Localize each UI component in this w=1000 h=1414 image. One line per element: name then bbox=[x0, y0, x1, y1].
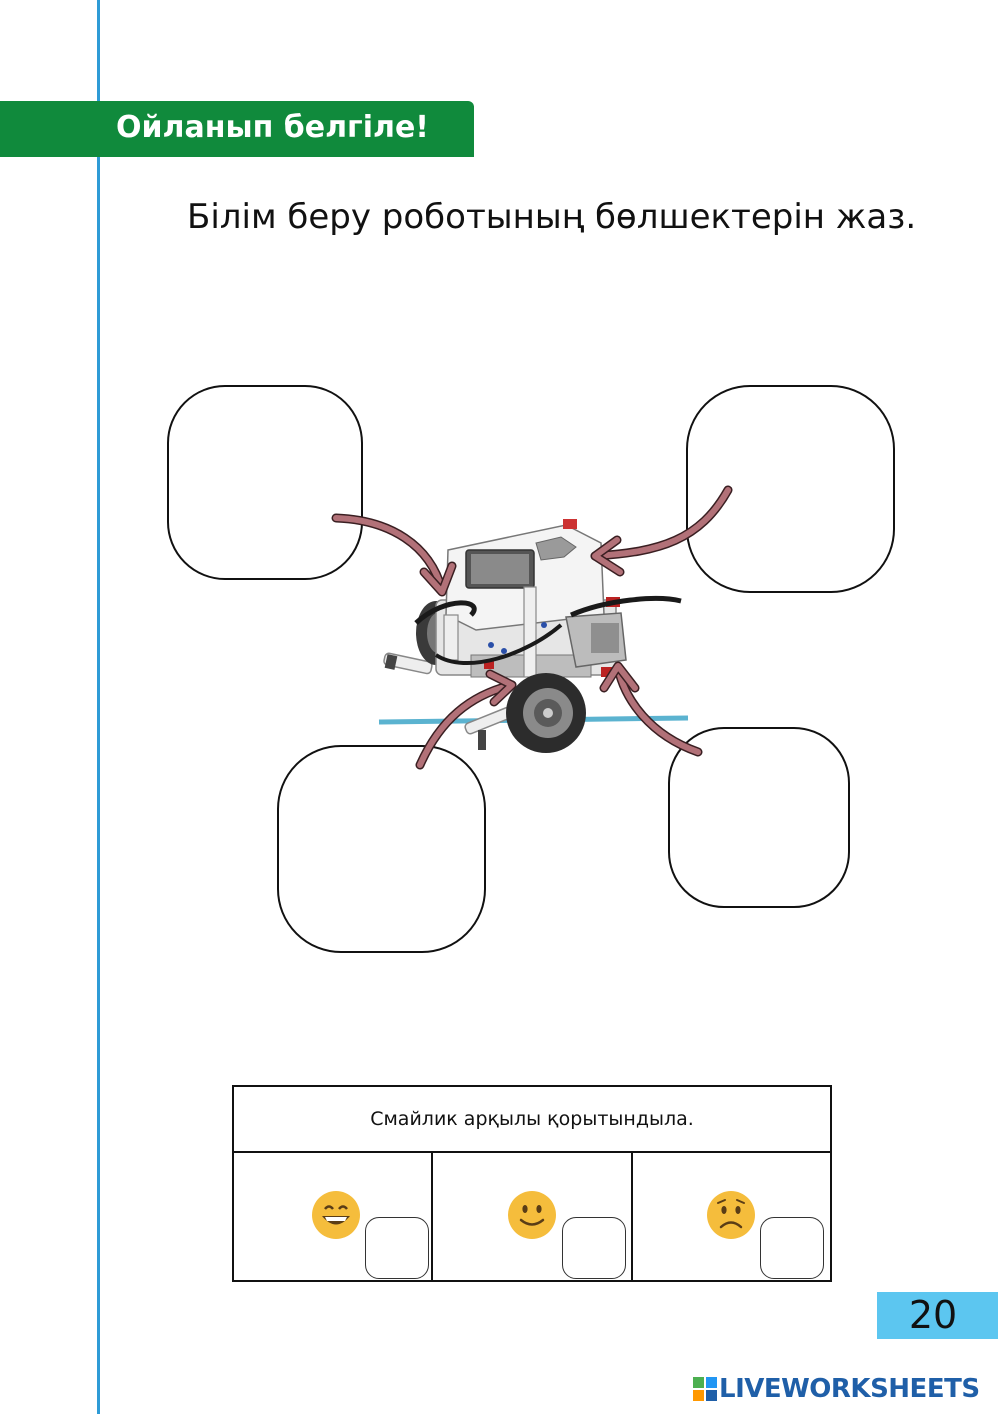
evaluation-header: Смайлик арқылы қорытындыла. bbox=[234, 1087, 830, 1153]
neutral-checkbox[interactable] bbox=[562, 1217, 626, 1279]
answer-box-top-right[interactable] bbox=[686, 385, 895, 593]
task-instruction: Білім беру роботының бөлшектерін жаз. bbox=[187, 197, 917, 237]
brand-footer bbox=[693, 1373, 980, 1405]
smiling-face-icon bbox=[506, 1189, 558, 1241]
sad-checkbox[interactable] bbox=[760, 1217, 824, 1279]
evaluation-cell-neutral bbox=[433, 1153, 633, 1280]
liveworksheets-logo-icon bbox=[693, 1377, 717, 1401]
evaluation-cell-happy bbox=[234, 1153, 433, 1280]
sad-face-icon bbox=[705, 1189, 757, 1241]
brand-name: LIVEWORKSHEETS bbox=[719, 1374, 980, 1404]
banner-title: Ойланып белгіле! bbox=[116, 110, 429, 145]
self-evaluation-table bbox=[232, 1085, 832, 1282]
robot-illustration bbox=[376, 505, 696, 765]
answer-box-top-left[interactable] bbox=[167, 385, 363, 580]
grinning-face-icon bbox=[310, 1189, 362, 1241]
margin-line bbox=[97, 0, 100, 1414]
page-number: 20 bbox=[908, 1293, 958, 1337]
answer-box-bottom-left[interactable] bbox=[277, 745, 486, 953]
evaluation-cell-sad bbox=[633, 1153, 830, 1280]
happy-checkbox[interactable] bbox=[365, 1217, 429, 1279]
